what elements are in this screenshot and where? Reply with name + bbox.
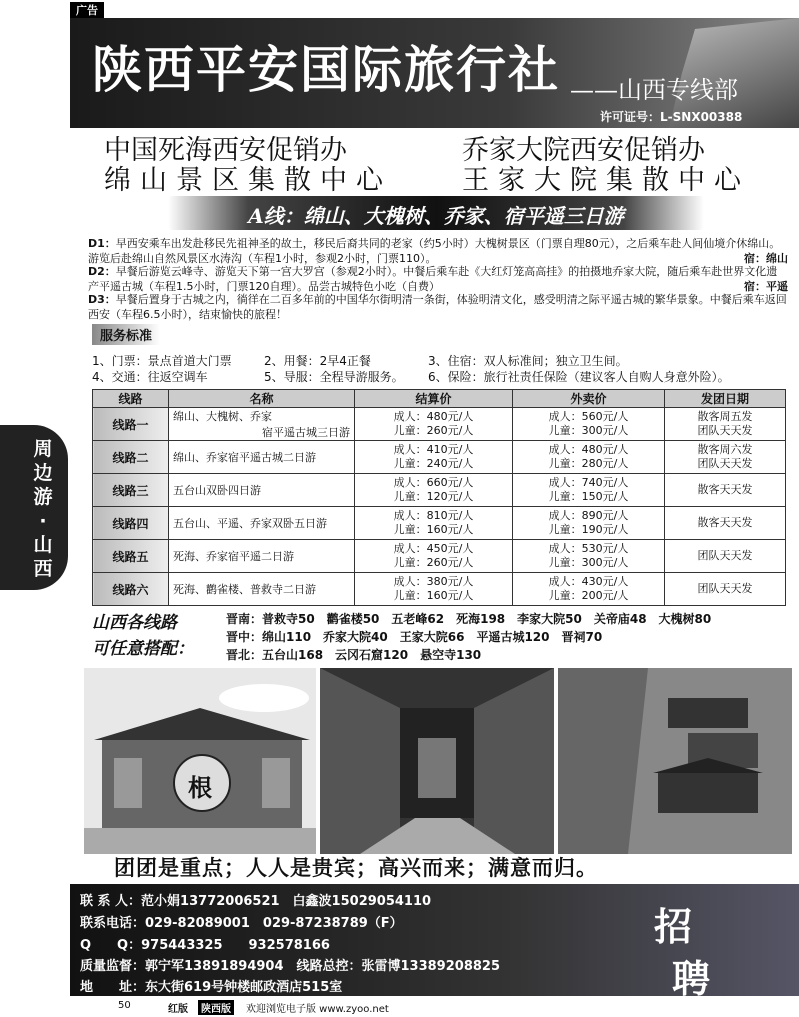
- agency-subtitle: ——山西专线部: [570, 76, 738, 104]
- route-title: 五台山、平遥、乔家双卧五日游: [169, 507, 355, 540]
- adult-price: 成人：810元/人: [393, 509, 474, 522]
- courtyard-illustration: [320, 668, 554, 854]
- child-price: 儿童：150元/人: [548, 490, 629, 503]
- adult-price: 成人：480元/人: [393, 410, 474, 423]
- license-number: 许可证号：L-SNX00388: [600, 110, 743, 124]
- photo-courtyard: [320, 668, 554, 854]
- adult-price: 成人：530元/人: [548, 542, 629, 555]
- date-line: 团队天天发: [697, 457, 753, 470]
- depart-date: [665, 408, 786, 441]
- mix-title: [92, 610, 194, 662]
- child-price: 儿童：240元/人: [393, 457, 474, 470]
- route-title: [169, 408, 355, 441]
- date-line: 团队天天发: [697, 424, 753, 437]
- service-item: 6、保险：旅行社责任保险（建议客人自购人身意外险）。: [428, 370, 730, 384]
- day-label: D3：: [88, 293, 116, 306]
- table-row: [93, 573, 786, 606]
- contact-qq: Q Q：975443325 932578166: [80, 938, 330, 953]
- date-line: 散客周五发: [697, 410, 753, 423]
- depart-date: 团队天天发: [665, 573, 786, 606]
- route-name: 线路四: [93, 507, 169, 540]
- adult-price: 成人：430元/人: [548, 575, 629, 588]
- hanging-temple-illustration: [558, 668, 792, 854]
- edition-label: 红版: [168, 1004, 188, 1015]
- retail-price: [513, 408, 665, 441]
- contact-address: 地 址：东大街619号钟楼邮政酒店515室: [80, 980, 343, 995]
- mix-title-line: 山西各线路: [92, 613, 177, 633]
- recruit-char: 聘: [672, 956, 711, 1001]
- day-stay: 宿：平遥: [744, 280, 788, 293]
- date-line: 散客周六发: [697, 443, 753, 456]
- service-item: 3、住宿：双人标准间；独立卫生间。: [428, 354, 628, 368]
- adult-price: 成人：380元/人: [393, 575, 474, 588]
- day-text: 早餐后置身于古城之内，徜徉在二百多年前的中国华尔街明清一条街，体验明清文化，感受明清之际平遥古城的繁华景象。中餐后乘车返回西安（车程6.5小时），结束愉快的旅程！: [88, 293, 787, 321]
- retail-price: [513, 540, 665, 573]
- route-name: 线路一: [93, 408, 169, 441]
- route-title: 五台山双卧四日游: [169, 474, 355, 507]
- child-price: 儿童：300元/人: [548, 424, 629, 437]
- table-row: [93, 408, 786, 441]
- child-price: 儿童：160元/人: [393, 523, 474, 536]
- table-row: [93, 507, 786, 540]
- day-label: D1：: [88, 237, 116, 250]
- day-text: 早餐后游览云峰寺、游览天下第一宫大罗宫（参观2小时）。中餐后乘车赴《大红灯笼高高挂》的拍摄地乔家大院，随后乘车赴世界文化遗产平遥古城（车程1.5小时，门票120自理）。品尝古城特色小吃（自费）: [88, 265, 778, 293]
- route-name: 线路二: [93, 441, 169, 474]
- service-item: 2、用餐：2早4正餐: [264, 354, 371, 368]
- settle-price: [355, 540, 513, 573]
- footer-text: 欢迎浏览电子版 www.zyoo.net: [246, 1004, 389, 1015]
- page-number: 50: [118, 1000, 131, 1011]
- itinerary-day-1: [88, 236, 788, 266]
- col-header: 发团日期: [665, 390, 786, 408]
- root-character: 根: [188, 774, 212, 802]
- route-title: 死海、鹳雀楼、普救寺二日游: [169, 573, 355, 606]
- day-stay: 宿：绵山: [744, 252, 788, 265]
- edition-badge: 陕西版: [198, 1000, 234, 1015]
- table-row: [93, 540, 786, 573]
- table-row: [93, 441, 786, 474]
- depart-date: 散客天天发: [665, 507, 786, 540]
- adult-price: 成人：890元/人: [548, 509, 629, 522]
- mix-title-line: 可任意搭配：: [92, 639, 194, 659]
- top-strip: [0, 0, 799, 18]
- route-name: 线路六: [93, 573, 169, 606]
- child-price: 儿童：280元/人: [548, 457, 629, 470]
- settle-price: [355, 573, 513, 606]
- contact-supervise: 质量监督：郭宁军13891894904 线路总控：张雷博13389208825: [80, 959, 500, 974]
- slogan: 团团是重点；人人是贵宾；高兴而来；满意而归。: [114, 856, 598, 880]
- promo-line: 绵山景区集散中心: [104, 165, 392, 196]
- service-item: 5、导服：全程导游服务。: [264, 370, 404, 384]
- settle-price: [355, 408, 513, 441]
- route-title: 死海、乔家宿平遥二日游: [169, 540, 355, 573]
- route-name: 线路三: [93, 474, 169, 507]
- itinerary-day-3: [88, 292, 788, 322]
- adult-price: 成人：450元/人: [393, 542, 474, 555]
- child-price: 儿童：120元/人: [393, 490, 474, 503]
- child-price: 儿童：200元/人: [548, 589, 629, 602]
- child-price: 儿童：160元/人: [393, 589, 474, 602]
- col-header: 线路: [93, 390, 169, 408]
- root-gate-illustration: [84, 668, 316, 854]
- photo-hanging-temple: [558, 668, 792, 854]
- adult-price: 成人：410元/人: [393, 443, 474, 456]
- mix-north: 晋北：五台山168 云冈石窟120 悬空寺130: [226, 648, 482, 662]
- col-header: 名称: [169, 390, 355, 408]
- agency-title: 陕西平安国际旅行社: [92, 40, 560, 99]
- adult-price: 成人：560元/人: [548, 410, 629, 423]
- services-title: 服务标准: [92, 324, 160, 345]
- settle-price: [355, 441, 513, 474]
- promo-line: 中国死海西安促销办: [104, 135, 347, 166]
- settle-price: [355, 507, 513, 540]
- child-price: 儿童：260元/人: [393, 556, 474, 569]
- itinerary-day-2: [88, 264, 788, 294]
- service-item: 4、交通：往返空调车: [92, 370, 208, 384]
- retail-price: [513, 441, 665, 474]
- settle-price: [355, 474, 513, 507]
- route-a-title: A线：绵山、大槐树、乔家、宿平遥三日游: [248, 204, 624, 228]
- depart-date: 团队天天发: [665, 540, 786, 573]
- promo-line: 王家大院集散中心: [462, 165, 750, 196]
- photo-root-gate: [84, 668, 316, 854]
- retail-price: [513, 474, 665, 507]
- side-tab: [0, 425, 68, 590]
- retail-price: [513, 507, 665, 540]
- day-label: D2：: [88, 265, 116, 278]
- route-title-line: 绵山、大槐树、乔家: [173, 410, 272, 423]
- contact-phone: 联系电话：029-82089001 029-87238789（F）: [80, 916, 403, 931]
- table-row: [93, 474, 786, 507]
- promo-line: 乔家大院西安促销办: [462, 135, 705, 166]
- child-price: 儿童：260元/人: [393, 424, 474, 437]
- recruit-char: 招: [654, 904, 693, 949]
- contact-people: 联 系 人：范小娟13772006521 白鑫波15029054110: [80, 894, 432, 909]
- adult-price: 成人：480元/人: [548, 443, 629, 456]
- child-price: 儿童：300元/人: [548, 556, 629, 569]
- side-tab-label: 周边游·山西: [33, 438, 53, 580]
- ad-tag: 广告: [70, 2, 104, 18]
- col-header: 结算价: [355, 390, 513, 408]
- service-item: 1、门票：景点首道大门票: [92, 354, 232, 368]
- retail-price: [513, 573, 665, 606]
- route-name: 线路五: [93, 540, 169, 573]
- child-price: 儿童：190元/人: [548, 523, 629, 536]
- route-title-line: 宿平遥古城三日游: [262, 426, 350, 439]
- route-a-banner: [168, 196, 704, 230]
- adult-price: 成人：660元/人: [393, 476, 474, 489]
- depart-date: 散客天天发: [665, 474, 786, 507]
- day-text: 早西安乘车出发赴移民先祖神圣的故土，移民后裔共同的老家（约5小时）大槐树景区（门票自理80元），之后乘车赴人间仙境介休绵山。游览后赴绵山自然风景区水涛沟（车程1小时，参观2小时，门票110）。: [88, 237, 781, 265]
- col-header: 外卖价: [513, 390, 665, 408]
- mix-central: 晋中：绵山110 乔家大院40 王家大院66 平遥古城120 晋祠70: [226, 630, 603, 644]
- routes-table: [92, 389, 786, 606]
- route-title: 绵山、乔家宿平遥古城二日游: [169, 441, 355, 474]
- adult-price: 成人：740元/人: [548, 476, 629, 489]
- mix-south: 晋南：普救寺50 鹳雀楼50 五老峰62 死海198 李家大院50 关帝庙48 大槐树80: [226, 612, 712, 626]
- depart-date: [665, 441, 786, 474]
